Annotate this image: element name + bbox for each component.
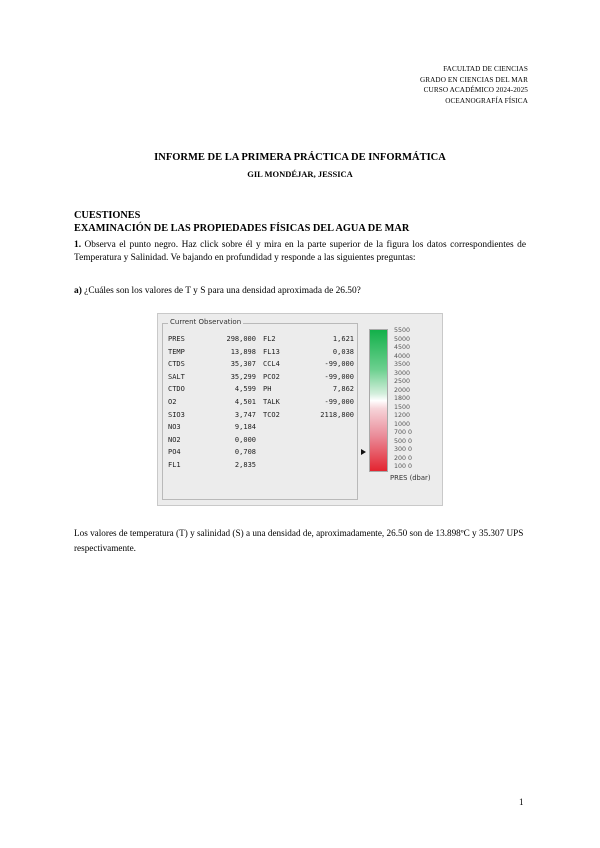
header-subject: OCEANOGRAFÍA FÍSICA	[445, 96, 528, 105]
observation-variable: TEMP	[168, 347, 185, 356]
answer-text: Los valores de temperatura (T) y salinidad (S) a una densidad de, aproximadamente, 26.50 son de 13.898ºC y 35.307 UPS respectivamente.	[74, 528, 524, 553]
observation-variable: CCL4	[263, 360, 280, 369]
observation-variable: FL2	[263, 335, 276, 343]
observation-value: 9,184	[234, 423, 256, 432]
colorbar-tick-label: 4000	[394, 352, 411, 360]
colorbar-tick-label: 3000	[394, 369, 411, 377]
header-academic-year: CURSO ACADÉMICO 2024-2025	[423, 86, 528, 94]
observation-value: 35,299	[230, 372, 256, 381]
question-a-text: ¿Cuáles son los valores de T y S para una densidad aproximada de 26.50?	[84, 286, 361, 296]
colorbar-tick-label: 3500	[394, 361, 411, 368]
question-a	[74, 286, 361, 296]
observation-value: 0,038	[332, 347, 354, 356]
observation-value: 3,747	[234, 410, 256, 419]
observation-variable: PO4	[168, 448, 181, 457]
observation-variable: TCO2	[263, 410, 280, 419]
colorbar-tick-label: 1800	[394, 395, 411, 402]
observation-value: 2,835	[234, 461, 256, 469]
pressure-colorbar	[369, 329, 388, 472]
colorbar-tick-label: 1000	[394, 420, 411, 428]
question-1-text: Observa el punto negro. Haz click sobre él y mira en la parte superior de la figura los datos correspondientes de Temperatura y Salinidad. Ve bajando en profundidad y responde a las siguientes preguntas:	[74, 240, 526, 263]
observation-value: 2118,800	[320, 410, 354, 419]
section-examinacion: EXAMINACIÓN DE LAS PROPIEDADES FÍSICAS DEL AGUA DE MAR	[74, 223, 410, 234]
ocean-data-figure	[157, 313, 443, 506]
colorbar-tick-label: 2000	[394, 386, 411, 394]
observation-variable: FL13	[263, 347, 280, 356]
header-degree: GRADO EN CIENCIAS DEL MAR	[419, 75, 528, 84]
observation-variable: CTDO	[168, 385, 185, 394]
colorbar-tick-label: 700 0	[394, 429, 413, 436]
colorbar-tick-label: 100 0	[394, 463, 413, 470]
observation-value: 0,000	[234, 435, 256, 444]
colorbar-tick-label: 500 0	[394, 437, 413, 445]
header-faculty: FACULTAD DE CIENCIAS	[443, 65, 528, 73]
page-number: 1	[519, 797, 524, 807]
observation-value: 1,621	[332, 335, 354, 343]
pointer-arrow-icon	[361, 449, 366, 455]
observation-variable: CTDS	[168, 360, 185, 369]
question-1-number: 1.	[74, 240, 82, 250]
observation-variable: PCO2	[263, 372, 280, 381]
observation-variable: NO2	[168, 435, 181, 444]
colorbar-tick-label: 4500	[394, 344, 411, 351]
observation-variable: SALT	[168, 372, 185, 381]
observation-value: -99,000	[324, 372, 354, 381]
observation-value: 4,599	[234, 385, 256, 394]
colorbar-tick-label: 5500	[394, 327, 411, 334]
colorbar-tick-label: 1500	[394, 403, 411, 411]
section-cuestiones: CUESTIONES	[74, 210, 141, 221]
observation-variable: NO3	[168, 423, 181, 432]
document-header	[420, 64, 528, 106]
observation-value: 4,501	[234, 398, 256, 406]
observation-variable: O2	[168, 398, 177, 406]
observation-value: -99,000	[324, 360, 354, 369]
current-observation-panel	[162, 318, 358, 500]
observation-variable: SIO3	[168, 410, 185, 419]
colorbar-tick-label: 300 0	[394, 446, 413, 453]
colorbar-tick-label: 5000	[394, 335, 411, 343]
observation-variable: FL1	[168, 461, 181, 469]
observation-value: 7,862	[332, 385, 354, 394]
colorbar-tick-label: 2500	[394, 378, 411, 385]
observation-value: 13,898	[230, 347, 256, 356]
report-author: GIL MONDÉJAR, JESSICA	[247, 169, 353, 179]
report-title: INFORME DE LA PRIMERA PRÁCTICA DE INFORMÁTICA	[154, 152, 446, 163]
observation-value: 35,307	[230, 360, 256, 369]
observation-value: 298,000	[226, 335, 256, 343]
observation-title: Current Observation	[170, 318, 242, 326]
colorbar-tick-label: 200 0	[394, 454, 413, 462]
observation-variable: TALK	[263, 398, 280, 406]
colorbar-title: PRES (dbar)	[390, 474, 431, 482]
question-a-label: a)	[74, 286, 82, 296]
question-1	[74, 239, 526, 265]
observation-variable: PH	[263, 385, 272, 394]
observation-variable: PRES	[168, 335, 185, 343]
observation-value: -99,000	[324, 398, 354, 406]
observation-value: 0,708	[234, 448, 256, 457]
colorbar-tick-label: 1200	[394, 412, 411, 419]
